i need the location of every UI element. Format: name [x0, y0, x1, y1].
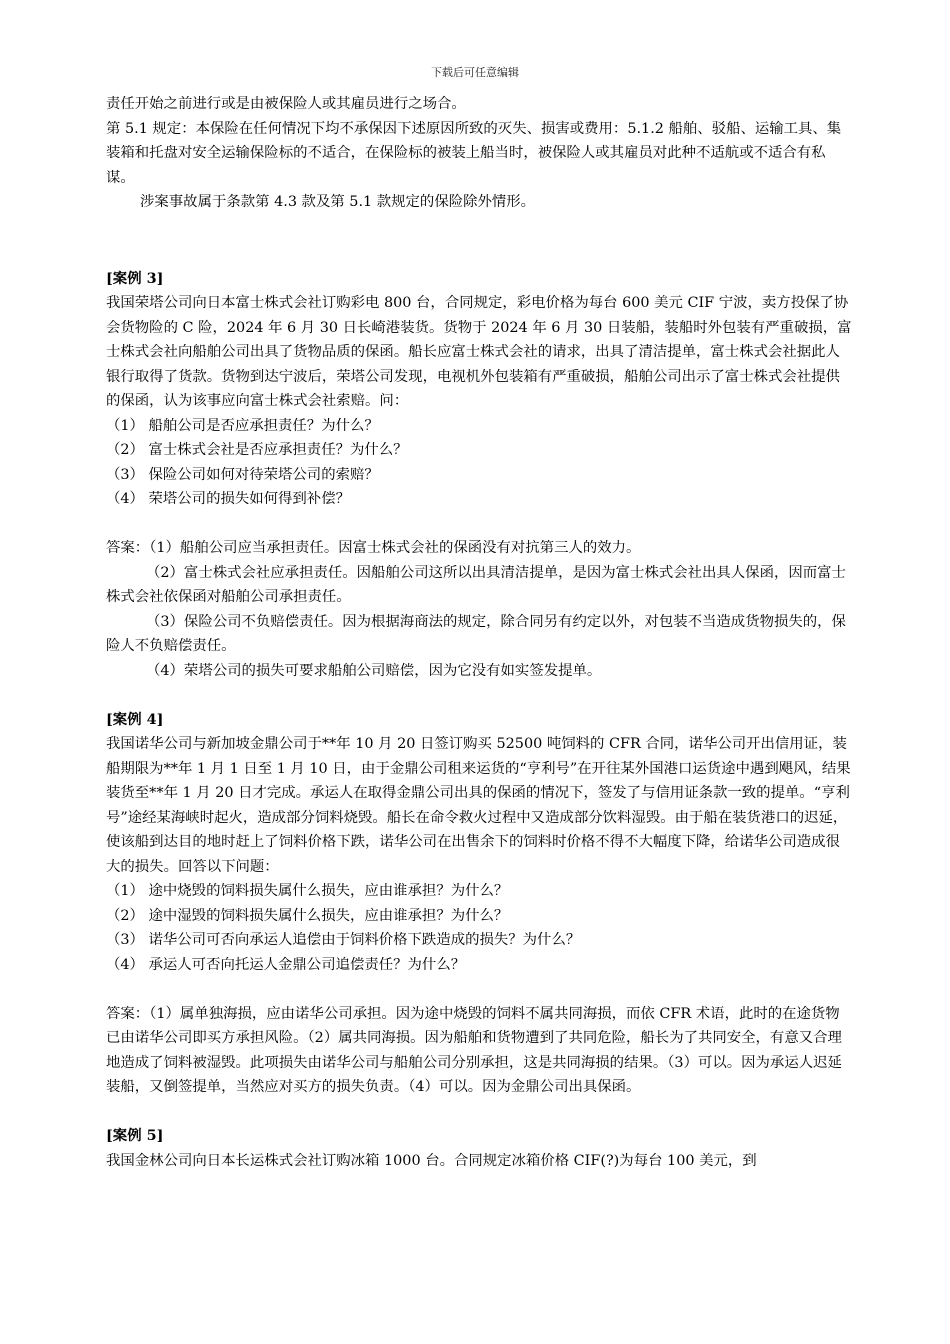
document-body	[106, 92, 854, 1173]
case5-body: 我国金林公司向日本长运株式会社订购冰箱 1000 台。合同规定冰箱价格 CIF(?)为每台 100 美元，到	[106, 1152, 757, 1169]
case3-question-2: （2） 富士株式会社是否应承担责任？为什么？	[106, 442, 408, 458]
intro-paragraph-3: 涉案事故属于条款第 4.3 款及第 5.1 款规定的保险除外情形。	[140, 194, 536, 210]
case4-title: [案例 4]	[106, 710, 164, 728]
case3-answer-1: 答案：（1）船舶公司应当承担责任。因富士株式会社的保函没有对抗第三人的效力。	[106, 540, 641, 556]
case4-answer: 答案：（1）属单独海损，应由诺华公司承担。因为途中烧毁的饲料不属共同海损，而依 CFR 术语，此时的在途货物已由诺华公司即买方承担风险。（2）属共同海损。因为船舶和货物遭到了共同危险，船长为了共同安全，有意又合理地造成了饲料被湿毁。此项损失由诺华公司与船舶公司分别承担，这是共同海损的结果。（3）可以。因为承运人迟延装船，又倒签提单，当然应对买方的损失负责。（4）可以。因为金鼎公司出具保函。	[106, 1005, 842, 1095]
case3-body: 我国荣塔公司向日本富士株式会社订购彩电 800 台，合同规定，彩电价格为每台 600 美元 CIF 宁波，卖方投保了协会货物险的 C 险，2024 年 6 月 30 日长崎港装货。货物于 2024 年 6 月 30 日装船，装船时外包装有严重破损，富士株式会社向船舶公司出具了货物品质的保函。船长应富士株式会社的请求，出具了清洁提单，富士株式会社据此人银行取得了货款。货物到达宁波后，荣塔公司发现，电视机外包装箱有严重破损，船舶公司出示了富士株式会社提供的保函，认为该事应向富士株式会社索赔。问：	[106, 295, 852, 409]
case3-answer-3: （3）保险公司不负赔偿责任。因为根据海商法的规定，除合同另有约定以外，对包装不当造成货物损失的，保险人不负赔偿责任。	[106, 613, 846, 654]
case3-answer-4: （4）荣塔公司的损失可要求船舶公司赔偿，因为它没有如实签发提单。	[146, 662, 602, 679]
case4-body: 我国诺华公司与新加坡金鼎公司于**年 10 月 20 日签订购买 52500 吨饲料的 CFR 合同，诺华公司开出信用证，装船期限为**年 1 月 1 日至 1 月 10 日，由于金鼎公司租来运货的“亨利号”在开往某外国港口运货途中遇到飓风，结果装货至**年 1 月 20 日才完成。承运人在取得金鼎公司出具的保函的情况下，签发了与信用证条款一致的提单。“亨利号”途经某海峡时起火，造成部分饲料烧毁。船长在命令救火过程中又造成部分饮料湿毁。由于船在装货港口的迟延，使该船到达目的地时赶上了饲料价格下跌，诺华公司在出售余下的饲料时价格不得不大幅度下降，给诺华公司造成很大的损失。回答以下问题：	[106, 736, 851, 875]
case3-question-3: （3） 保险公司如何对待荣塔公司的索赔？	[106, 466, 379, 483]
case4-question-2: （2） 途中湿毁的饲料损失属什么损失，应由谁承担？为什么？	[106, 907, 509, 924]
page-header: 下载后可任意编辑	[431, 66, 519, 79]
intro-paragraph-2: 第 5.1 规定：本保险在任何情况下均不承保因下述原因所致的灭失、损害或费用：5.1.2 船舶、驳船、运输工具、集装箱和托盘对安全运输保险标的不适合，在保险标的被装上船当时，被保险人或其雇员对此种不适航或不适合有私谋。	[106, 120, 842, 186]
case3-question-4: （4） 荣塔公司的损失如何得到补偿？	[106, 491, 350, 507]
case3-question-1: （1） 船舶公司是否应承担责任？为什么？	[106, 417, 379, 434]
case3-answer-2: （2）富士株式会社应承担责任。因船舶公司这所以出具清洁提单，是因为富士株式会社出具人保函，因而富士株式会社依保函对船舶公司承担责任。	[106, 564, 846, 605]
case4-question-1: （1） 途中烧毁的饲料损失属什么损失，应由谁承担？为什么？	[106, 883, 509, 899]
case3-title: [案例 3]	[106, 269, 164, 287]
case4-question-4: （4） 承运人可否向托运人金鼎公司追偿责任？为什么？	[106, 956, 466, 973]
case5-title: [案例 5]	[106, 1127, 164, 1144]
case4-question-3: （3） 诺华公司可否向承运人追偿由于饲料价格下跌造成的损失？为什么？	[106, 932, 581, 948]
intro-paragraph-1: 责任开始之前进行或是由被保险人或其雇员进行之场合。	[106, 96, 466, 112]
